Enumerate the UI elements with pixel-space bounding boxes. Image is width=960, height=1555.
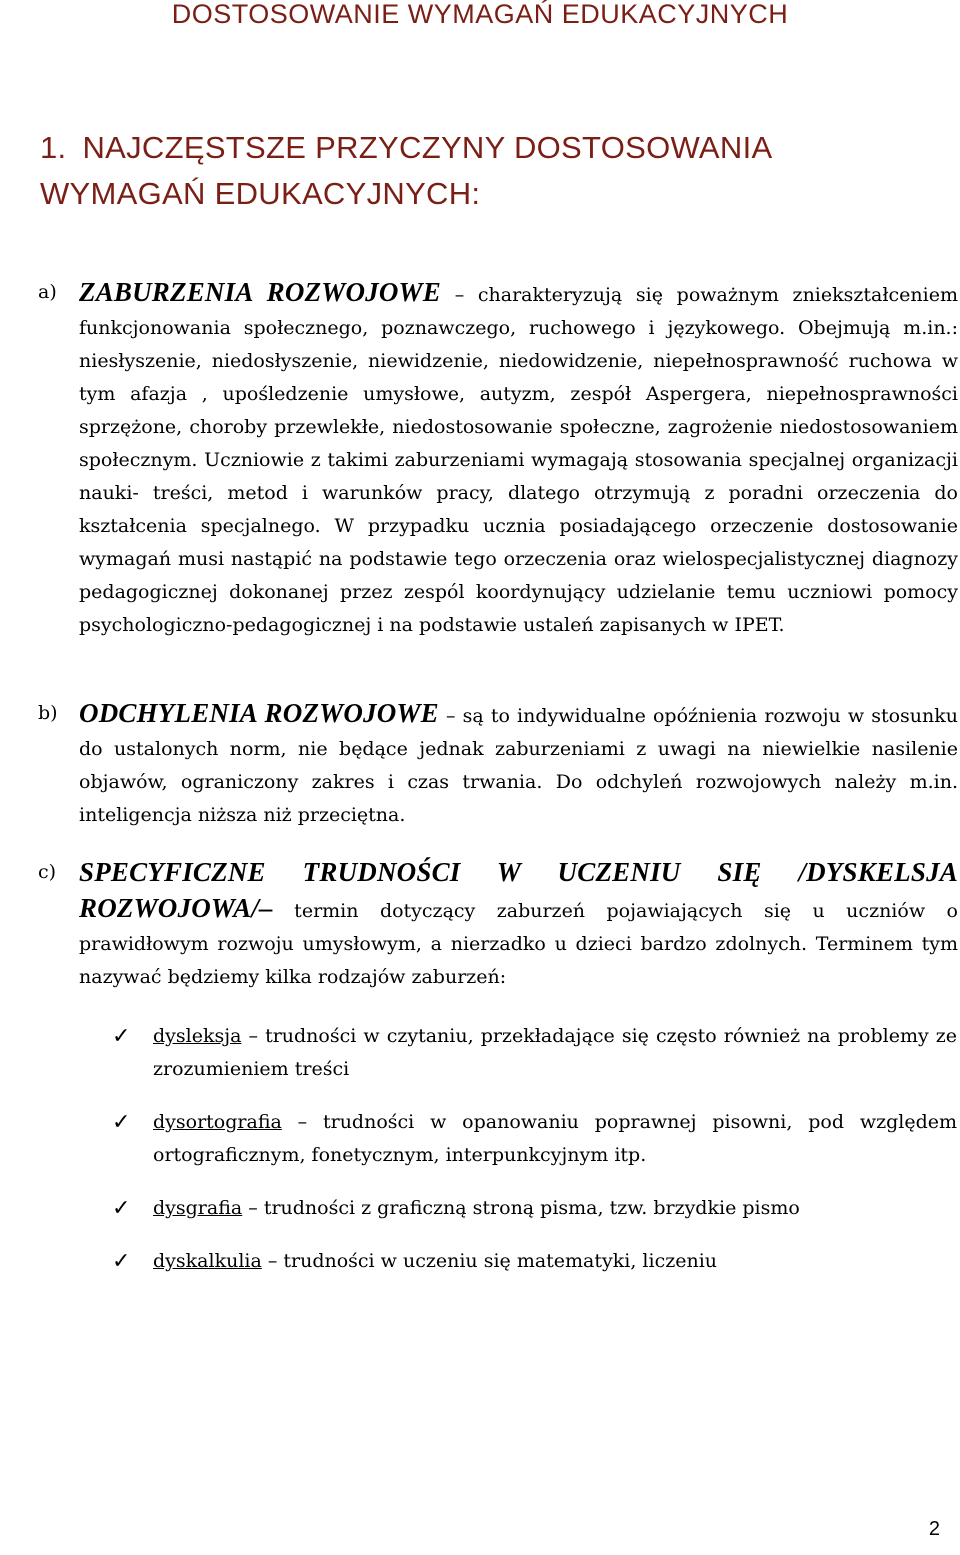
list-item xyxy=(112,1245,957,1278)
list-item-term: dysleksja xyxy=(153,1025,242,1047)
checkmark-icon: ✓ xyxy=(112,1024,131,1049)
section-term: SPECYFICZNE TRUDNOŚCI W UCZENIU SIĘ /DYSKELSJA ROZWOJOWA/– xyxy=(79,857,958,923)
list-item-term: dysortografia xyxy=(153,1111,282,1133)
page-header: DOSTOSOWANIE WYMAGAŃ EDUKACYJNYCH xyxy=(171,0,789,29)
section-body xyxy=(79,276,958,642)
checkmark-icon: ✓ xyxy=(112,1196,131,1221)
checkmark-icon: ✓ xyxy=(112,1249,131,1274)
section-a xyxy=(38,276,958,642)
section-letter: b) xyxy=(38,702,58,724)
list-item-text: – trudności w uczeniu się matematyki, liczeniu xyxy=(261,1250,718,1272)
list-item-text: – trudności z graficzną stroną pisma, tzw. brzydkie pismo xyxy=(242,1197,800,1219)
list-item xyxy=(112,1192,957,1225)
section-letter: c) xyxy=(38,861,57,883)
list-item xyxy=(112,1106,957,1172)
section-text: termin dotyczący zaburzeń pojawiających się u uczniów o prawidłowym rozwoju umysłowym, a nierzadko u dzieci bardzo zdolnych. Terminem tym nazywać będziemy kilka rodzajów zaburzeń: xyxy=(79,900,958,988)
disorder-list xyxy=(112,1020,957,1298)
section-text: – charakteryzują się poważnym zniekształceniem funkcjonowania społecznego, poznawczego, ruchowego i językowego. Obejmują m.in.: niesłyszenie, niedosłyszenie, niewidzenie, niedowidzenie, niepełnosprawność ruchowa w tym afazja , upośledzenie umysłowe, autyzm, zespół Aspergera, niepełnosprawności sprzężone, choroby przewlekłe, niedostosowanie społeczne, zagrożenie niedostosowaniem społecznym. Uczniowie z takimi zaburzeniami wymagają stosowania specjalnej organizacji nauki- treści, metod i warunków pracy, dlatego otrzymują z poradni orzeczenia do kształcenia specjalnego. W przypadku ucznia posiadającego orzeczenie dostosowanie wymagań musi nastąpić na podstawie tego orzeczenia oraz wielospecjalistycznej diagnozy pedagogicznej dokonanej przez zespól koordynujący udzielanie temu uczniowi pomocy psychologiczno-pedagogicznej i na podstawie ustaleń zapisanych w IPET. xyxy=(79,284,958,636)
section-body xyxy=(79,697,958,832)
list-item-term: dysgrafia xyxy=(153,1197,243,1219)
list-item-text: – trudności w opanowaniu poprawnej pisowni, pod względem ortograficznym, fonetycznym, interpunkcyjnym itp. xyxy=(153,1111,957,1166)
page-number: 2 xyxy=(928,1518,940,1540)
heading-number: 1. xyxy=(40,130,67,165)
section-term: ZABURZENIA ROZWOJOWE xyxy=(79,277,441,307)
section-b xyxy=(38,697,958,832)
section-term: ODCHYLENIA ROZWOJOWE xyxy=(79,698,439,728)
checkmark-icon: ✓ xyxy=(112,1110,131,1135)
list-item-term: dyskalkulia xyxy=(153,1250,262,1272)
section-body xyxy=(79,856,958,994)
section-text: – są to indywidualne opóźnienia rozwoju w stosunku do ustalonych norm, nie będące jednak zaburzeniami z uwagi na niewielkie nasilenie objawów, ograniczony zakres i czas trwania. Do odchyleń rozwojowych należy m.in. inteligencja niższa niż przeciętna. xyxy=(79,705,959,826)
section-c xyxy=(38,856,958,994)
list-item-text: – trudności w czytaniu, przekładające się często również na problemy ze zrozumieniem treści xyxy=(153,1025,957,1080)
heading-text: NAJCZĘSTSZE PRZYCZYNY DOSTOSOWANIA WYMAGAŃ EDUKACYJNYCH: xyxy=(40,130,771,211)
section-letter: a) xyxy=(38,281,57,303)
list-item xyxy=(112,1020,957,1086)
section-heading xyxy=(40,125,930,217)
